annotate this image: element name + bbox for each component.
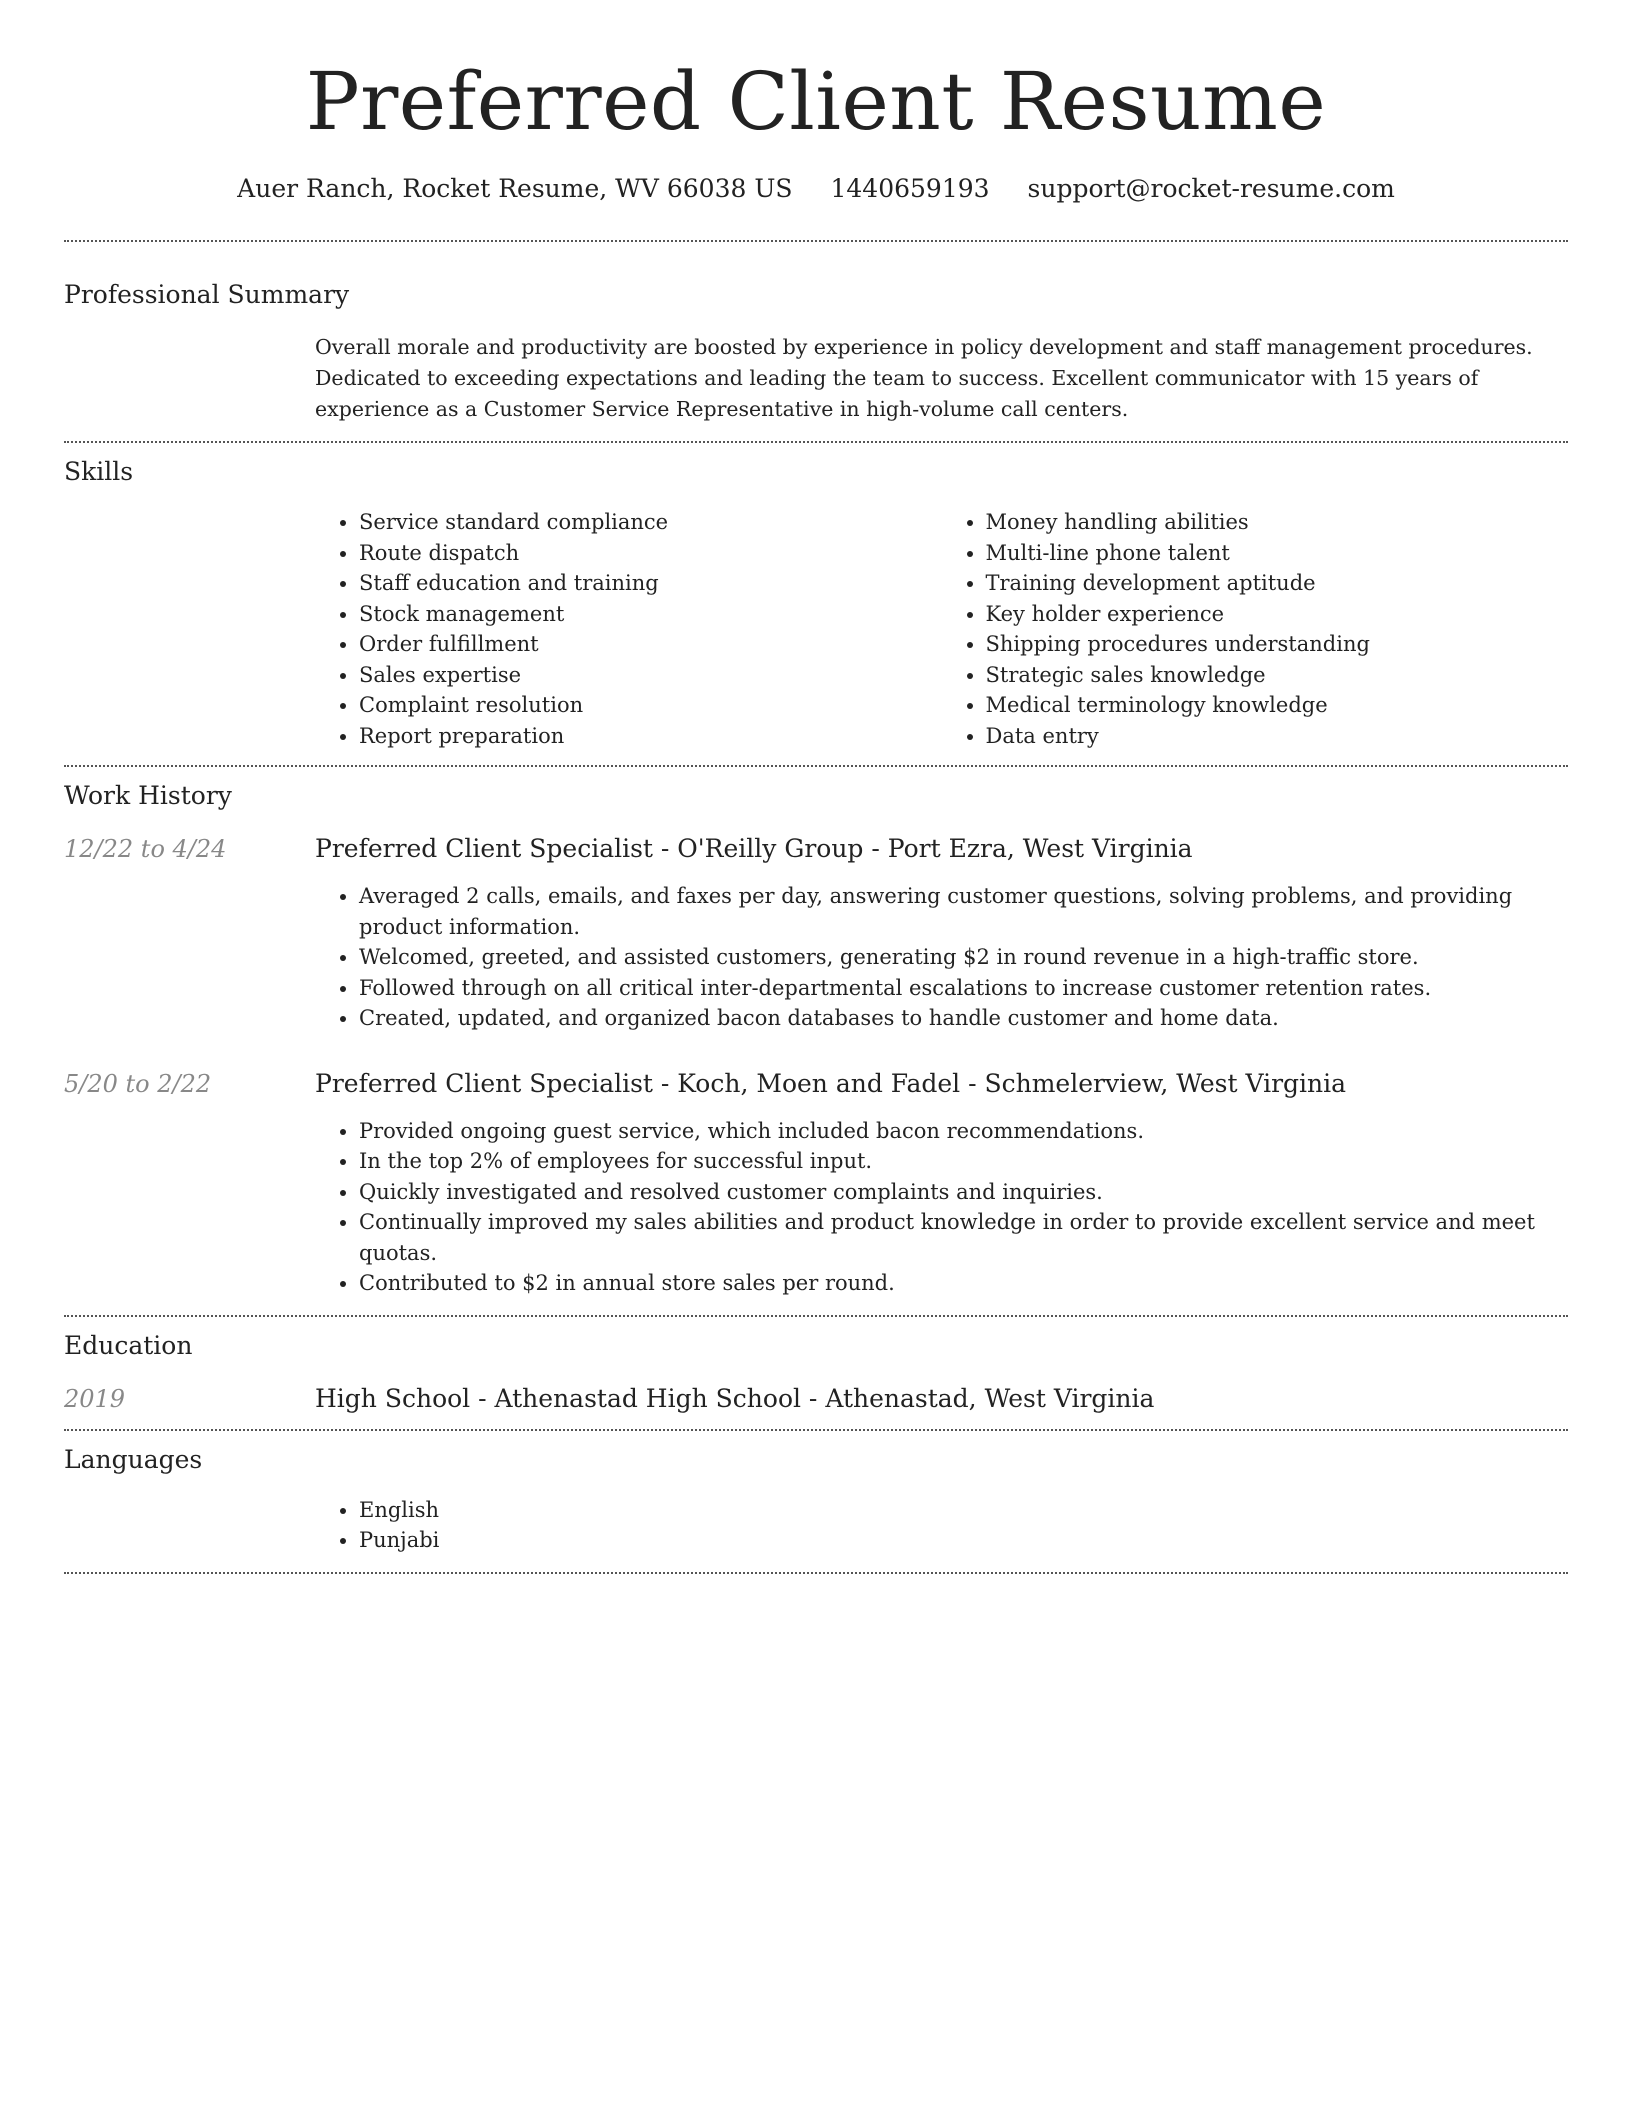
education-entry xyxy=(64,1383,1568,1415)
skill-item: • Report preparation xyxy=(359,721,942,752)
job-entry xyxy=(64,1068,1568,1299)
email: support@rocket-resume.com xyxy=(1027,174,1395,203)
education-section xyxy=(64,1317,1568,1429)
job-date: 12/22 to 4/24 xyxy=(64,835,227,863)
section-title-summary: Professional Summary xyxy=(64,280,350,309)
skill-item: • Key holder experience xyxy=(986,599,1569,630)
job-body xyxy=(315,1068,1568,1299)
divider xyxy=(64,1572,1568,1574)
skills-section xyxy=(64,443,1568,765)
job-bullet: • Contributed to $2 in annual store sales per round. xyxy=(359,1268,1568,1299)
languages-list xyxy=(315,1495,1568,1556)
job-bullet: • In the top 2% of employees for successful input. xyxy=(359,1146,1568,1177)
resume-title: Preferred Client Resume xyxy=(305,55,1327,148)
skills-list-left xyxy=(315,507,942,751)
skill-item: • Multi-line phone talent xyxy=(986,538,1569,569)
skill-item: • Complaint resolution xyxy=(359,690,942,721)
skills-list-right xyxy=(942,507,1569,751)
job-date: 5/20 to 2/22 xyxy=(64,1069,212,1098)
skill-item: • Shipping procedures understanding xyxy=(986,629,1569,660)
language-item: • English xyxy=(359,1495,1568,1526)
work-section xyxy=(64,767,1568,1315)
job-body xyxy=(315,833,1568,1034)
section-title-languages: Languages xyxy=(64,1444,203,1474)
job-bullets xyxy=(315,1116,1568,1299)
education-date: 2019 xyxy=(64,1384,126,1413)
section-title-education: Education xyxy=(64,1330,193,1360)
job-bullet: • Continually improved my sales abilities and product knowledge in order to provide excellent service and meet quotas. xyxy=(359,1207,1568,1268)
language-item: • Punjabi xyxy=(359,1525,1568,1556)
skill-item: • Training development aptitude xyxy=(986,568,1569,599)
job-bullets xyxy=(315,881,1568,1034)
languages-section xyxy=(64,1431,1568,1572)
summary-section xyxy=(64,242,1568,441)
job-title: Preferred Client Specialist - Koch, Moen and Fadel - Schmelerview, West Virginia xyxy=(315,1068,1347,1098)
skill-item: • Medical terminology knowledge xyxy=(986,690,1569,721)
skill-item: • Staff education and training xyxy=(359,568,942,599)
job-bullet: • Provided ongoing guest service, which included bacon recommendations. xyxy=(359,1116,1568,1147)
job-entry xyxy=(64,833,1568,1034)
section-title-skills: Skills xyxy=(64,457,134,486)
education-title: High School - Athenastad High School - Athenastad, West Virginia xyxy=(315,1383,1155,1413)
skill-item: • Money handling abilities xyxy=(986,507,1569,538)
languages-content xyxy=(315,1495,1568,1556)
job-bullet: • Created, updated, and organized bacon databases to handle customer and home data. xyxy=(359,1003,1568,1034)
job-bullet: • Followed through on all critical inter-departmental escalations to increase customer retention rates. xyxy=(359,973,1568,1004)
skill-item: • Data entry xyxy=(986,721,1569,752)
job-bullet: • Averaged 2 calls, emails, and faxes per day, answering customer questions, solving problems, and providing product information. xyxy=(359,881,1568,942)
skill-item: • Sales expertise xyxy=(359,660,942,691)
job-bullet: • Quickly investigated and resolved customer complaints and inquiries. xyxy=(359,1177,1568,1208)
phone: 1440659193 xyxy=(830,174,990,203)
summary-text: Overall morale and productivity are boosted by experience in policy development and staff management procedures. Dedicated to exceeding expectations and leading the team to success. Excellent communicator with 15 years of experience as a Customer Service Representative in high-volume call centers. xyxy=(315,335,1533,421)
skill-item: • Service standard compliance xyxy=(359,507,942,538)
education-body xyxy=(315,1383,1568,1415)
job-title: Preferred Client Specialist - O'Reilly Group - Port Ezra, West Virginia xyxy=(315,834,1193,863)
contact-line xyxy=(64,174,1568,204)
skill-item: • Order fulfillment xyxy=(359,629,942,660)
skill-item: • Stock management xyxy=(359,599,942,630)
job-bullet: • Welcomed, greeted, and assisted customers, generating $2 in round revenue in a high-traffic store. xyxy=(359,942,1568,973)
section-title-work: Work History xyxy=(64,781,232,810)
skills-columns xyxy=(315,507,1568,765)
resume-page xyxy=(64,0,1568,1574)
skill-item: • Strategic sales knowledge xyxy=(986,660,1569,691)
address: Auer Ranch, Rocket Resume, WV 66038 US xyxy=(237,174,793,203)
skill-item: • Route dispatch xyxy=(359,538,942,569)
